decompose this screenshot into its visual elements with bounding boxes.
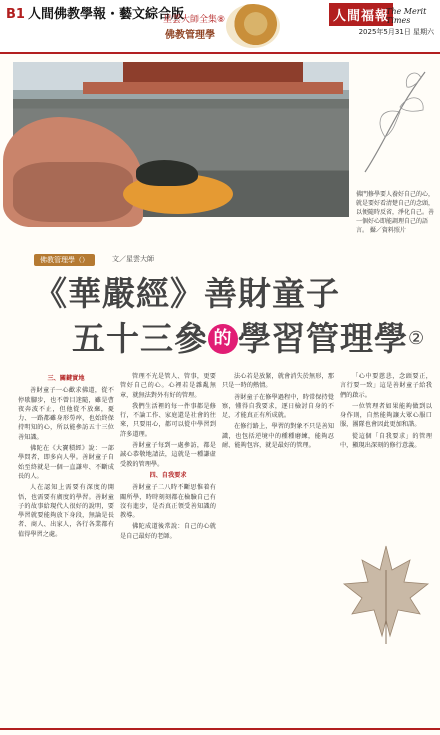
black-shoe bbox=[136, 160, 198, 186]
headline-circle-char: 的 bbox=[208, 324, 238, 354]
subhead-1: 三、關鍵實地 bbox=[47, 375, 85, 382]
maple-leaf-icon bbox=[340, 540, 432, 650]
subhead-2: 四、自我要求 bbox=[149, 471, 187, 479]
issue-date: 2025年5月31日 星期六 bbox=[358, 28, 434, 36]
section-number: B1 bbox=[6, 7, 25, 22]
headline-line-1: 《華嚴經》善財童子 bbox=[34, 274, 340, 313]
paragraph: 一位管理者如果能夠做到以身作則，自然能夠讓大眾心服口服，團隊也會因此更加和諧。 bbox=[340, 402, 432, 429]
article-column-1 bbox=[18, 372, 114, 541]
article-column-3 bbox=[222, 372, 334, 452]
column-tag: 佛教管理學（） bbox=[34, 254, 95, 266]
series-title: 星雲大師全集⑧ bbox=[163, 15, 226, 25]
paragraph: 在修行路上，學習的對象不只是善知識，也包括逆境中的種種磨練，能夠忍耐、能夠包容，就是最好的管理。 bbox=[222, 423, 334, 450]
page-header bbox=[0, 0, 440, 54]
section-title: 人間佛教學報・藝文綜合版 bbox=[27, 7, 184, 22]
paragraph: 善財童子每到一處參訪，都是誠心恭敬地請法，這就是一種謙虛受教的管理學。 bbox=[120, 442, 216, 468]
paragraph: 我們生活裡的每一件事都是修行，不論工作、家庭還是社會的往來，只要用心，都可以從中學習到許多道理。 bbox=[120, 402, 216, 438]
paragraph: 善財童子在修學過程中，時常保持覺察，懂得自我要求，逐日檢討自身的不足，才能真正有所成就。 bbox=[222, 393, 334, 420]
author-portrait bbox=[226, 4, 280, 48]
byline: 文／星雲大師 bbox=[112, 255, 154, 263]
paragraph: 人在認知上需要有深度的開悟，也需要有廣度的學習。善財童子的故事給現代人很好的說明，要學習就要能夠放下身段，無論是長者、商人、出家人，各行各業都有值得學習之處。 bbox=[18, 484, 114, 538]
article-column-4 bbox=[340, 372, 432, 450]
headline-line-2 bbox=[72, 313, 425, 360]
branch-sketch-icon bbox=[355, 62, 433, 182]
footer-rule bbox=[0, 728, 440, 730]
paragraph: 管理不光是管人、管事，更要管好自己的心。心裡若是雜亂無章，就無法對外有好的管理。 bbox=[120, 373, 216, 399]
paragraph: 善財童子二八時不斷思惟着有關所學，時時刻刻都在檢驗自己有沒有進步，是否真正領受善知識的教導。 bbox=[120, 484, 216, 520]
meditation-photo bbox=[13, 62, 349, 217]
newspaper-logo-english: The Merit Times bbox=[386, 7, 427, 25]
headline-part-number: ② bbox=[408, 328, 426, 349]
paragraph: 從這個「自我要求」的管理中，顯現出深刻的修行意義。 bbox=[340, 432, 432, 450]
photo-caption: 佛門修學要人養好自己的心，就是要好看清楚自己的念頭，以便隨時反省，淨化自己。善一個好心即能調理自己的語言。 攝／資料照片 bbox=[356, 191, 435, 234]
headline-line-2-b: 學習管理學 bbox=[238, 319, 408, 358]
paragraph: 善財童子一心歡求佛道，從不停歇腳步，也不曾目迷隨，雖是曹夜奔波不止，但他從不放棄，憂力、一路都雖身形勞瘁，也始終保持明知的心，所以能參訪五十三位善知識。 bbox=[18, 387, 114, 441]
paragraph: 法心若是放緊，就會消失於無形，那只是一時的熱情。 bbox=[222, 373, 334, 390]
section-label bbox=[6, 3, 184, 22]
paragraph: 佛陀成道後常說：自己的心就是自己最好的老師。 bbox=[120, 523, 216, 540]
paragraph: 佛陀在《大寶積經》說：一部學問者，即多向人學。善財童子自始至終就是一個一直謙卑、不斷成長的人。 bbox=[18, 445, 114, 480]
paragraph: 「心中要慈悲，念頭要正，言行要一致」這是善財童子給我們的啟示。 bbox=[340, 373, 432, 399]
monk-robe-lower bbox=[13, 162, 133, 222]
temple-eaves bbox=[83, 82, 343, 94]
headline-line-2-a: 五十三參 bbox=[72, 319, 208, 358]
series-topic: 佛教管理學 bbox=[165, 30, 215, 41]
newspaper-logo: 人間福報 bbox=[329, 3, 393, 26]
article-column-2 bbox=[120, 372, 216, 543]
